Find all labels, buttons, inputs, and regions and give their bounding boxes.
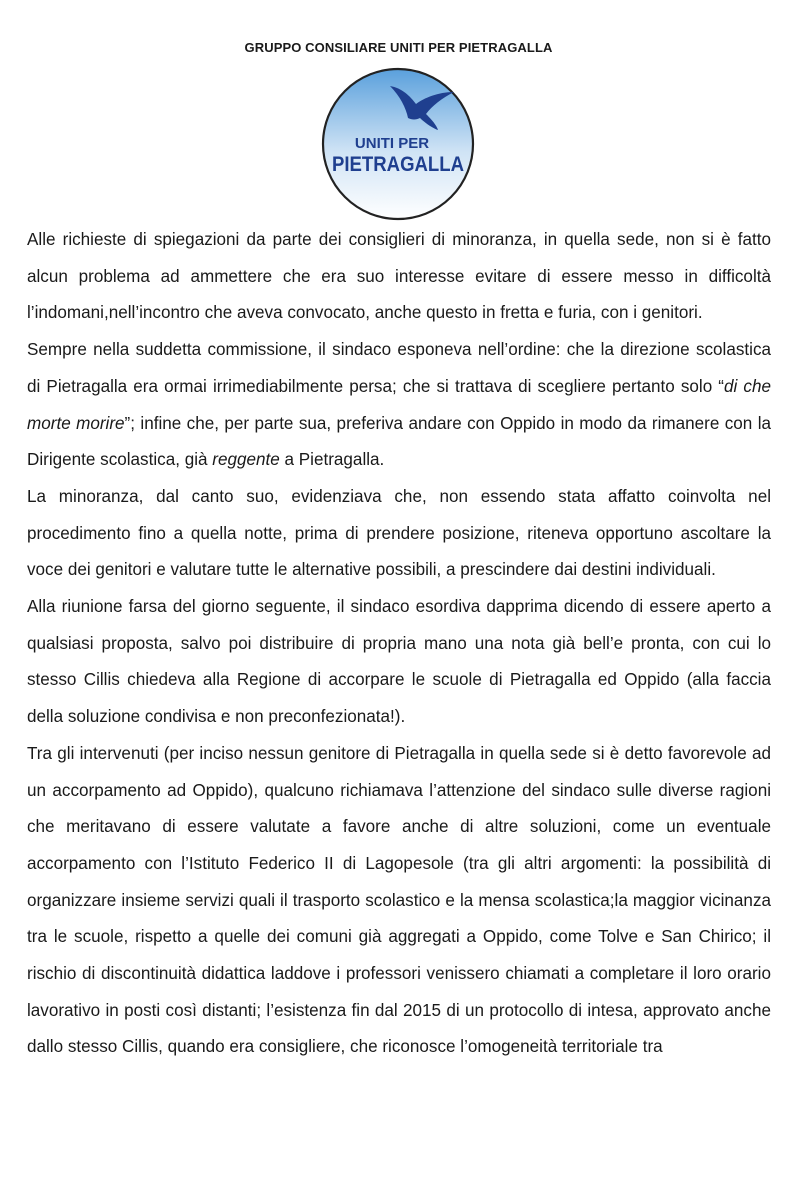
document-header: GRUPPO CONSILIARE UNITI PER PIETRAGALLA (244, 40, 553, 55)
logo-emblem (320, 66, 476, 222)
paragraph-text: Tra gli intervenuti (per inciso nessun genitore di Pietragalla in quella sede si è detto favorevole ad un accorpamento ad Oppido), qualcuno richiamava l’attenzione del sindaco sulle diverse ragioni che meritavano di essere valutate a favore anche di altre soluzioni, come un eventuale accorpamento con l’Istituto Federico II di Lagopesole (tra gli altri argomenti: la possibilità di organizzare insieme servizi quali il trasporto scolastico e la mensa scolastica;la maggior vicinanza tra le scuole, rispetto a quelle dei comuni già aggregati a Oppido, come Tolve e San Chirico; il rischio di discontinuità didattica laddove i professori venissero chiamati a completare il loro orario lavorativo in posti così distanti; l’esistenza fin dal 2015 di un protocollo di intesa, approvato anche dallo stesso Cillis, quando era consigliere, che riconosce l’omogeneità territoriale tra (27, 743, 771, 1057)
paragraph-text: Alla riunione farsa del giorno seguente, il sindaco esordiva dapprima dicendo di essere aperto a qualsiasi proposta, salvo poi distribuire di propria mano una nota già bell’e pronta, con cui lo stesso Cillis chiedeva alla Regione di accorpare le scuole di Pietragalla ed Oppido (alla faccia della soluzione condivisa e non preconfezionata!). (27, 597, 771, 727)
logo-line1: UNITI PER (354, 135, 430, 152)
paragraph-text: La minoranza, dal canto suo, evidenziava che, non essendo stata affatto coinvolta nel procedimento fino a quella notte, prima di prendere posizione, riteneva opportuno ascoltare la voce dei genitori e valutare tutte le alternative possibili, a prescindere dai destini individuali. (27, 486, 771, 580)
paragraph-3 (27, 479, 771, 589)
italic-text: reggente (212, 450, 280, 470)
party-logo (320, 66, 476, 222)
paragraph-text: a Pietragalla. (279, 450, 385, 470)
paragraph-2 (27, 332, 771, 479)
paragraph-4 (27, 589, 771, 736)
paragraph-text: Sempre nella suddetta commissione, il sindaco esponeva nell’ordine: che la direzione scolastica di Pietragalla era ormai irrimediabilmente persa; che si trattava di scegliere pertanto solo “ (27, 340, 771, 396)
logo-line2: PIETRAGALLA (332, 153, 464, 176)
paragraph-text: Alle richieste di spiegazioni da parte dei consiglieri di minoranza, in quella sede, non si è fatto alcun problema ad ammettere che era suo interesse evitare di essere messo in difficoltà l’indomani,nell’incontro che aveva convocato, anche questo in fretta e furia, con i genitori. (27, 230, 771, 323)
document-body (27, 222, 771, 1066)
paragraph-text: ”; infine che, per parte sua, preferiva andare con Oppido in modo da rimanere con la Dirigente scolastica, già (27, 413, 771, 470)
italic-text: di che morte morire (27, 376, 771, 433)
paragraph-1 (27, 222, 771, 332)
paragraph-5 (27, 736, 771, 1066)
